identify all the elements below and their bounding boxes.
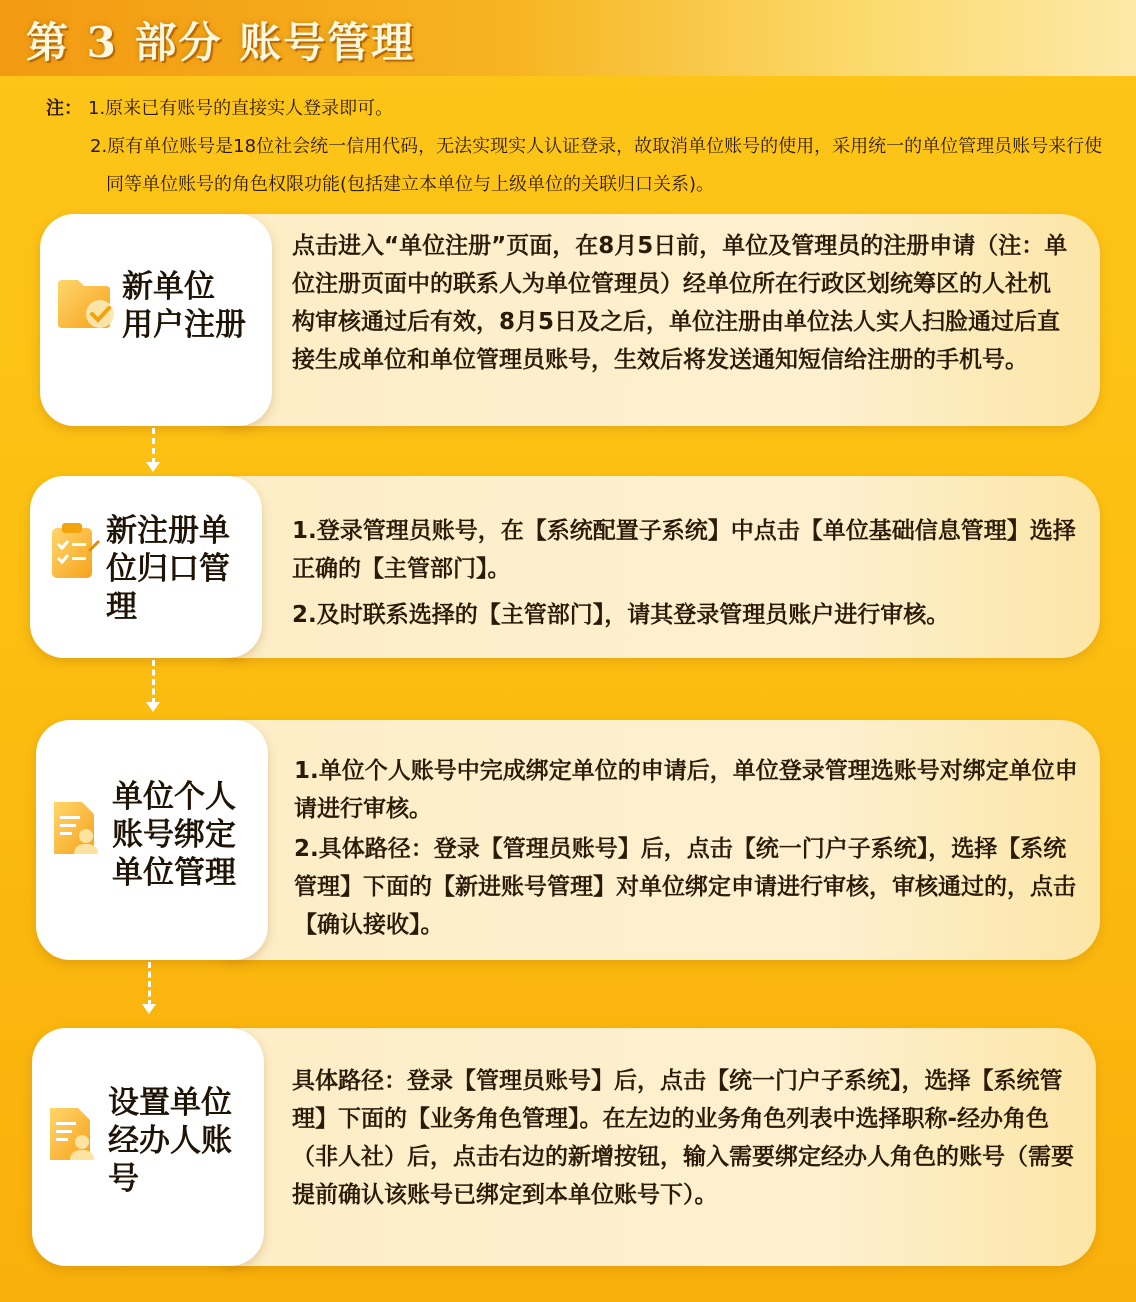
user-document-icon xyxy=(50,798,102,858)
step-4-title-line: 经办人账 xyxy=(108,1123,232,1159)
connector-arrow-1 xyxy=(146,462,160,472)
step-4-title xyxy=(108,1084,232,1198)
step-1-title xyxy=(122,268,246,344)
step-2-title-line: 理 xyxy=(106,589,137,625)
step-2-paragraph: 2.及时联系选择的【主管部门】，请其登录管理员账户进行审核。 xyxy=(292,602,950,628)
step-4-description xyxy=(292,1062,1084,1214)
step-4-paragraph: 具体路径：登录【管理员账号】后，点击【统一门户子系统】，选择【系统管理】下面的【业务角色管理】。在左边的业务角色列表中选择职称-经办角色（非人社）后，点击右边的新增按钮，输入需要绑定经办人角色的账号（需要提前确认该账号已绑定到本单位账号下）。 xyxy=(292,1068,1074,1208)
step-3-title xyxy=(112,778,236,892)
step-1-paragraph: 点击进入“单位注册”页面，在8月5日前，单位及管理员的注册申请（注：单位注册页面中的联系人为单位管理员）经单位所在行政区划统筹区的人社机构审核通过后有效，8月5日及之后，单位注册由单位法人实人扫脸通过后直接生成单位和单位管理员账号，生效后将发送通知短信给注册的手机号。 xyxy=(292,233,1068,373)
note-text-1: 1.原来已有账号的直接实人登录即可。 xyxy=(88,98,394,119)
step-2-title-line: 新注册单 xyxy=(106,513,230,549)
step-3-title-line: 账号绑定 xyxy=(112,817,236,853)
section-title: 第 3 部分 账号管理 xyxy=(26,18,416,67)
step-3-title-line: 单位管理 xyxy=(112,855,236,891)
section-header xyxy=(0,0,1136,76)
clipboard-check-icon xyxy=(48,520,100,582)
step-2-title xyxy=(106,512,230,626)
connector-1 xyxy=(152,428,155,464)
connector-3 xyxy=(148,962,151,1006)
user-document-icon xyxy=(46,1104,98,1164)
connector-2 xyxy=(152,660,155,704)
step-1-title-line: 新单位 xyxy=(122,269,215,305)
step-4-title-line: 号 xyxy=(108,1161,139,1197)
notes xyxy=(46,90,1103,195)
step-2-paragraph: 1.登录管理员账号，在【系统配置子系统】中点击【单位基础信息管理】选择正确的【主管部门】。 xyxy=(292,518,1076,582)
step-2-description xyxy=(292,512,1082,634)
note-text-2: 2.原有单位账号是18位社会统一信用代码，无法实现实人认证登录，故取消单位账号的使用，采用统一的单位管理员账号来行使同等单位账号的角色权限功能(包括建立本单位与上级单位的关联归口关系)。 xyxy=(90,136,1103,195)
step-2-title-line: 位归口管 xyxy=(106,551,230,587)
step-3-title-line: 单位个人 xyxy=(112,779,236,815)
connector-arrow-2 xyxy=(146,702,160,712)
step-4-title-line: 设置单位 xyxy=(108,1085,232,1121)
folder-check-icon xyxy=(56,276,118,332)
step-3-description xyxy=(294,752,1088,944)
note-label: 注： xyxy=(46,98,82,119)
step-1-description xyxy=(292,227,1072,379)
step-3-paragraph: 2.具体路径：登录【管理员账号】后，点击【统一门户子系统】，选择【系统管理】下面的【新进账号管理】对单位绑定申请进行审核，审核通过的，点击【确认接收】。 xyxy=(294,836,1076,938)
note-item-1 xyxy=(46,90,1096,128)
step-1-title-line: 用户注册 xyxy=(122,307,246,343)
connector-arrow-3 xyxy=(142,1004,156,1014)
step-3-paragraph: 1.单位个人账号中完成绑定单位的申请后，单位登录管理选账号对绑定单位申请进行审核。 xyxy=(294,758,1078,822)
